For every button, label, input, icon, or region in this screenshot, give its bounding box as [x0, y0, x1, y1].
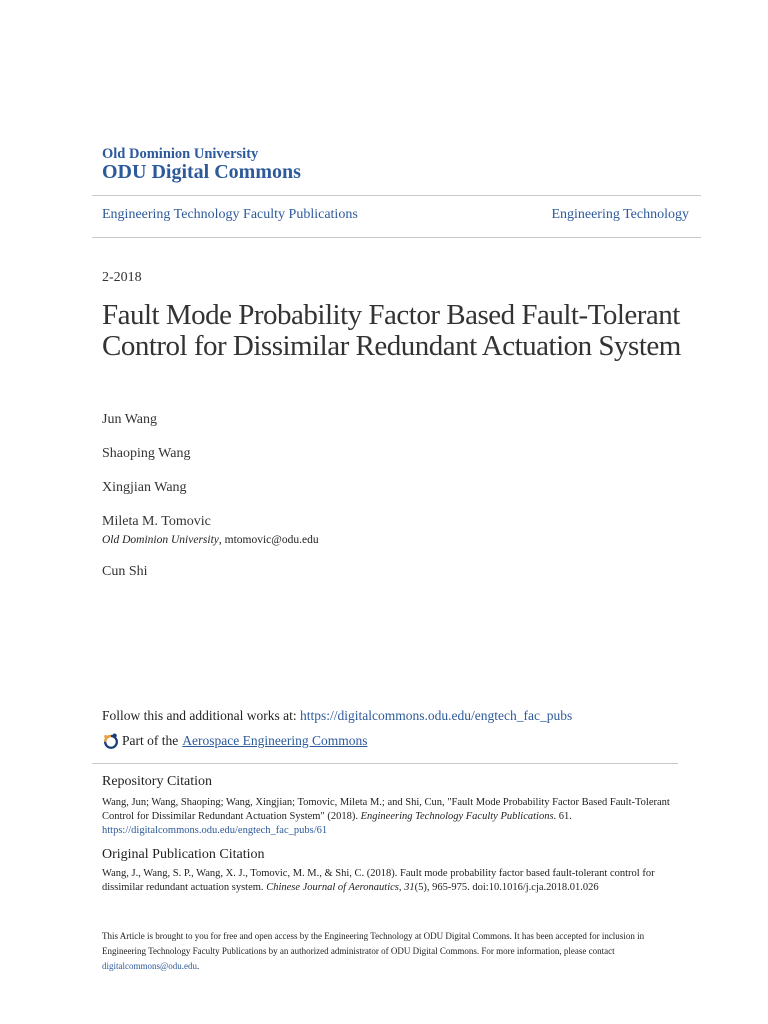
affiliation-name: Old Dominion University	[102, 534, 219, 546]
network-commons-icon	[102, 732, 120, 750]
citation-url-link[interactable]: https://digitalcommons.odu.edu/engtech_fac_pubs/61	[102, 825, 328, 836]
author-name: Cun Shi	[102, 564, 148, 579]
series-link[interactable]: Engineering Technology Faculty Publications	[102, 207, 358, 222]
part-of-label: Part of the	[122, 733, 179, 748]
citation-end: . 61.	[553, 811, 572, 822]
access-notice	[102, 929, 672, 974]
follow-line	[102, 708, 572, 724]
header-divider	[92, 195, 701, 196]
publication-date: 2-2018	[102, 270, 142, 285]
author-name: Xingjian Wang	[102, 480, 187, 495]
article-title: Fault Mode Probability Factor Based Fault-Tolerant Control for Dissimilar Redundant Actuation System	[102, 299, 681, 362]
part-of-line	[102, 732, 367, 750]
breadcrumb-divider	[92, 237, 701, 238]
follow-label: Follow this and additional works at:	[102, 708, 300, 723]
commons-link[interactable]: Aerospace Engineering Commons	[182, 733, 368, 748]
repository-citation-heading: Repository Citation	[102, 774, 213, 789]
citation-divider	[92, 763, 678, 764]
author-name: Shaoping Wang	[102, 446, 191, 461]
citation-series: Engineering Technology Faculty Publications	[360, 811, 554, 822]
author-email: , mtomovic@odu.edu	[218, 534, 319, 546]
contact-email-link[interactable]: digitalcommons@odu.edu	[102, 961, 198, 971]
original-citation-end: (5), 965-975. doi:10.1016/j.cja.2018.01.026	[414, 882, 599, 893]
journal-name: Chinese Journal of Aeronautics, 31	[266, 882, 415, 893]
original-citation-heading: Original Publication Citation	[102, 847, 265, 862]
repository-citation-text	[102, 796, 672, 838]
original-citation-text	[102, 867, 672, 895]
repository-name-link[interactable]: ODU Digital Commons	[102, 161, 301, 183]
follow-url-link[interactable]: https://digitalcommons.odu.edu/engtech_fac_pubs	[300, 708, 573, 723]
author-name: Jun Wang	[102, 412, 158, 427]
access-notice-text: This Article is brought to you for free and open access by the Engineering Technology at ODU Digital Commons. It has been accepted for inclusion in Engineering Technology Faculty Publications by an authorized administrator of ODU Digital Commons. For more information, please contact	[102, 931, 645, 956]
original-citation-main: Wang, J., Wang, S. P., Wang, X. J., Tomovic, M. M., & Shi, C. (2018). Fault mode probability factor based fault-tolerant control for dissimilar redundant actuation system.	[102, 868, 655, 893]
university-name: Old Dominion University	[102, 146, 259, 162]
access-notice-end: .	[197, 961, 200, 971]
author-affiliation	[102, 534, 319, 546]
citation-main: Wang, Jun; Wang, Shaoping; Wang, Xingjian; Tomovic, Mileta M.; and Shi, Cun, "Fault Mode Probability Factor Based Fault-Tolerant Control for Dissimilar Redundant Actuation System" (2018).	[102, 797, 670, 822]
department-link[interactable]: Engineering Technology	[551, 207, 689, 222]
author-name: Mileta M. Tomovic	[102, 514, 211, 529]
